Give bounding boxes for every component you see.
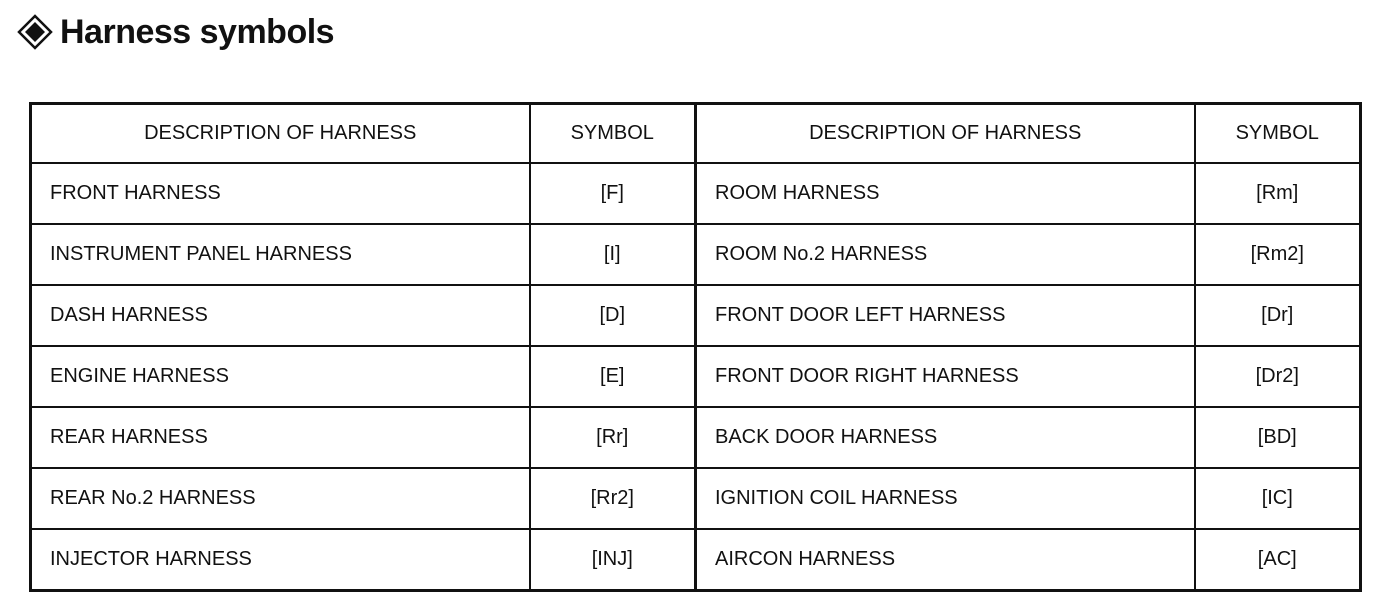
harness-description-cell: FRONT DOOR LEFT HARNESS [696,285,1195,346]
harness-description-cell: ROOM No.2 HARNESS [696,224,1195,285]
page-title: Harness symbols [60,12,335,51]
table-header-row [31,104,1361,164]
harness-description-cell: REAR HARNESS [31,407,530,468]
harness-description-cell: INJECTOR HARNESS [31,529,530,591]
column-header-description-right: DESCRIPTION OF HARNESS [696,104,1195,164]
harness-description-cell: FRONT DOOR RIGHT HARNESS [696,346,1195,407]
harness-symbol-cell: [INJ] [530,529,696,591]
harness-description-cell: ROOM HARNESS [696,163,1195,224]
harness-symbol-cell: [Rr] [530,407,696,468]
harness-symbols-table [29,102,1362,592]
harness-symbol-cell: [AC] [1195,529,1361,591]
table-row [31,224,1361,285]
harness-symbol-cell: [Dr2] [1195,346,1361,407]
column-header-symbol-right: SYMBOL [1195,104,1361,164]
harness-description-cell: REAR No.2 HARNESS [31,468,530,529]
harness-symbol-cell: [Rm] [1195,163,1361,224]
harness-description-cell: DASH HARNESS [31,285,530,346]
harness-symbol-cell: [E] [530,346,696,407]
harness-symbol-cell: [IC] [1195,468,1361,529]
column-header-description-left: DESCRIPTION OF HARNESS [31,104,530,164]
harness-description-cell: INSTRUMENT PANEL HARNESS [31,224,530,285]
harness-symbol-cell: [Dr] [1195,285,1361,346]
table-row [31,468,1361,529]
table-row [31,163,1361,224]
table-row [31,529,1361,591]
table-row [31,407,1361,468]
harness-description-cell: BACK DOOR HARNESS [696,407,1195,468]
table-row [31,346,1361,407]
table-row [31,285,1361,346]
diamond-bullet-icon [16,13,54,51]
harness-description-cell: FRONT HARNESS [31,163,530,224]
harness-symbol-cell: [Rr2] [530,468,696,529]
harness-symbol-cell: [BD] [1195,407,1361,468]
column-header-symbol-left: SYMBOL [530,104,696,164]
harness-description-cell: IGNITION COIL HARNESS [696,468,1195,529]
harness-symbol-cell: [I] [530,224,696,285]
harness-symbol-cell: [D] [530,285,696,346]
harness-symbol-cell: [F] [530,163,696,224]
harness-description-cell: AIRCON HARNESS [696,529,1195,591]
harness-symbol-cell: [Rm2] [1195,224,1361,285]
harness-description-cell: ENGINE HARNESS [31,346,530,407]
page-header [16,10,334,54]
